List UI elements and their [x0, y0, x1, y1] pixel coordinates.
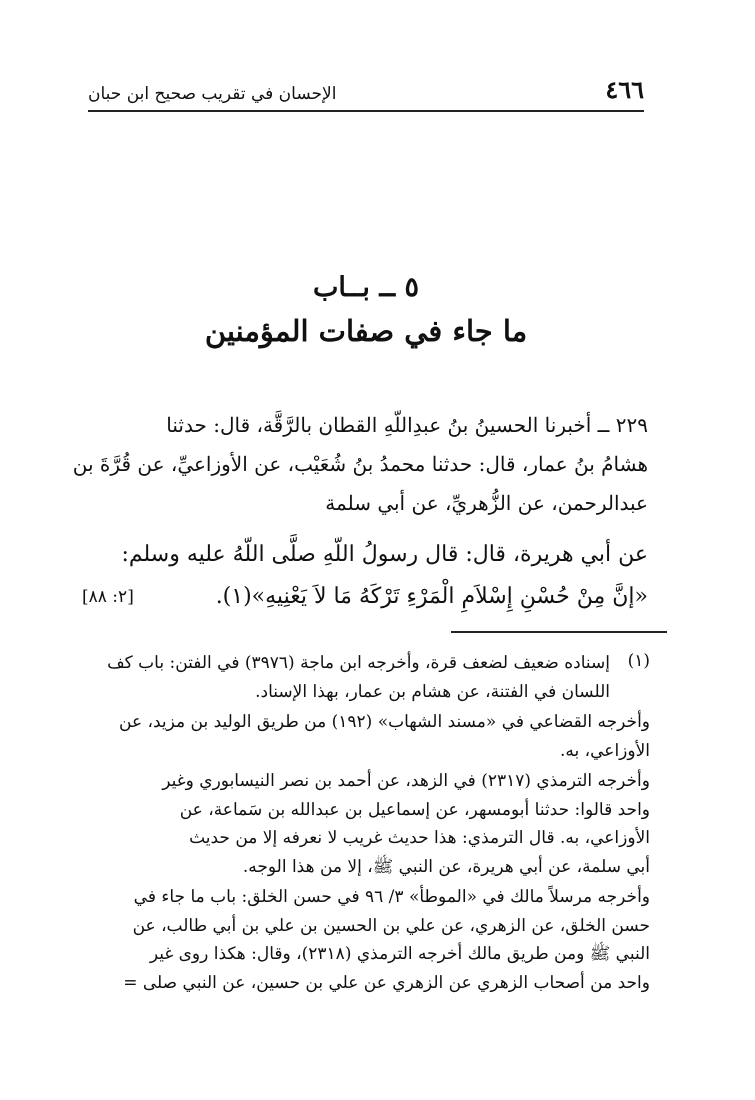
footnote-marker: (١): [627, 651, 650, 671]
footnote-line: حسن الخلق، عن الزهري، عن علي بن الحسين بن علي بن أبي طالب، عن: [132, 915, 650, 936]
chapter-number: ٥ ــ بــاب: [312, 272, 420, 303]
footnote-body: [88, 647, 610, 706]
footnote: [88, 647, 650, 706]
footnote-line: واحد من أصحاب الزهري عن الزهري عن علي بن حسين، عن النبي صلى =: [123, 972, 650, 993]
matn-line: «إنَّ مِنْ حُسْنِ إِسْلاَمِ الْمَرْءِ تَرْكَهُ مَا لاَ يَعْنِيهِ»(١).: [215, 584, 648, 609]
footnote-separator: [451, 631, 667, 633]
matn-final-row: [82, 576, 648, 618]
footnote-paragraph: [88, 649, 610, 706]
footnote-line: واحد قالوا: حدثنا أبومسهر، عن إسماعيل بن عبدالله بن سَماعة، عن: [179, 799, 650, 820]
chapter-title: ما جاء في صفات المؤمنين: [204, 314, 528, 348]
footnote-line: وأخرجه القضاعي في «مسند الشهاب» (١٩٢) من طريق الوليد بن مزيد، عن: [119, 712, 650, 732]
hadith-reference: [٢: ٨٨]: [82, 587, 134, 607]
footnote-line: اللسان في الفتنة، عن هشام بن عمار، بهذا الإسناد.: [255, 681, 610, 702]
page-number: ٤٦٦: [605, 75, 644, 104]
footnotes: [88, 647, 650, 997]
chapter-heading: [88, 268, 644, 354]
hadith-matn: [82, 534, 648, 618]
isnad-line: هشامُ بنُ عمار، قال: حدثنا محمدُ بنُ شُعَيْب، عن الأوزاعيِّ، عن قُرَّةَ بن: [72, 452, 648, 476]
hadith-isnad: [72, 406, 648, 523]
footnote-line: النبي ﷺ ومن طريق مالك أخرجه الترمذي (٢٣١٨)، وقال: هكذا روى غير: [149, 944, 650, 964]
footnote-paragraph: [88, 708, 650, 765]
footnote-line: وأخرجه الترمذي (٢٣١٧) في الزهد، عن أحمد بن نصر النيسابوري وغير: [162, 771, 650, 791]
running-header: [88, 76, 644, 112]
footnote-line: أبي سلمة، عن أبي هريرة، عن النبي ﷺ، إلا من هذا الوجه.: [242, 856, 650, 877]
footnote-line: إسناده ضعيف لضعف قرة، وأخرجه ابن ماجة (٣٩٧٦) في الفتن: باب كف: [107, 653, 610, 673]
footnote-paragraph: [88, 883, 650, 997]
footnote-line: الأوزاعي، به.: [559, 740, 650, 761]
isnad-line: عبدالرحمن، عن الزُّهريِّ، عن أبي سلمة: [325, 491, 648, 515]
footnote-paragraph: [88, 767, 650, 881]
matn-line: عن أبي هريرة، قال: قال رسولُ اللّهِ صلَّى اللّهُ عليه وسلم:: [121, 542, 648, 567]
isnad-line: ٢٢٩ ــ أخبرنا الحسينُ بنُ عبدِاللّهِ القطان بالرَّقَّة، قال: حدثنا: [166, 413, 648, 437]
book-title: الإحسان في تقريب صحيح ابن حبان: [88, 84, 337, 104]
footnote-line: الأوزاعي، به. قال الترمذي: هذا حديث غريب لا نعرفه إلا من حديث: [189, 828, 650, 848]
footnote-line: وأخرجه مرسلاً مالك في «الموطأ» ٣/ ٩٦ في حسن الخلق: باب ما جاء في: [133, 887, 650, 907]
